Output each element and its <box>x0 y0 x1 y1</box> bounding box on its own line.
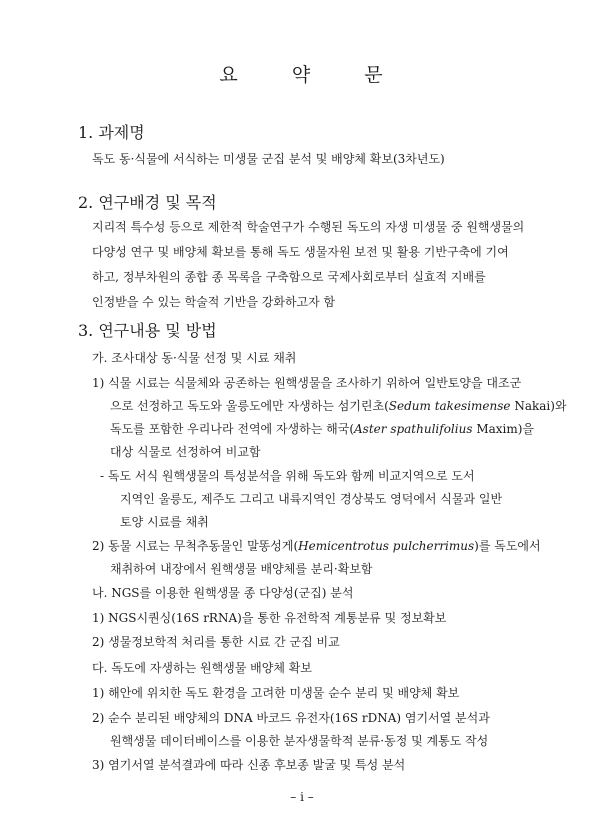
subsection-title: 나. NGS를 이용한 원핵생물 종 다양성(군집) 분석 <box>92 586 354 600</box>
paragraph-line: 하고, 정부차원의 종합 종 목록을 구축함으로 국제사회로부터 실효적 지배를 <box>92 270 486 284</box>
section-heading: 2. 연구배경 및 목적 <box>78 193 217 212</box>
sub-bullet: - 독도 서식 원핵생물의 특성분석을 위해 독도와 함께 비교지역으로 도서 <box>100 469 475 483</box>
paragraph-line: 지리적 특수성 등으로 제한적 학술연구가 수행된 독도의 자생 미생물 중 원핵생물의 <box>92 220 525 234</box>
list-item-cont: 원핵생물 데이터베이스를 이용한 분자생물학적 분류·동정 및 계통도 작성 <box>110 734 489 748</box>
list-item: 2) 생물정보학적 처리를 통한 시료 간 군집 비교 <box>92 635 340 649</box>
list-item: 3) 염기서열 분석결과에 따라 신종 후보종 발굴 및 특성 분석 <box>92 758 406 772</box>
paragraph-line: 다양성 연구 및 배양체 확보를 통해 독도 생물자원 보전 및 활용 기반구축에 기여 <box>92 245 509 259</box>
list-item: 1) 식물 시료는 식물체와 공존하는 원핵생물을 조사하기 위하여 일반토양을 대조군 <box>92 376 522 390</box>
page-title <box>0 60 604 87</box>
page-number: – i – <box>290 790 314 804</box>
list-item-cont: 독도를 포함한 우리나라 전역에 자생하는 해국(Aster spathulifolius Maxim)을 <box>110 422 535 436</box>
list-item-cont: 채취하여 내장에서 원핵생물 배양체를 분리·확보함 <box>110 562 373 576</box>
subsection-title: 가. 조사대상 동·식물 선정 및 시료 채취 <box>92 351 297 365</box>
title-char: 요 <box>219 64 240 86</box>
sub-bullet-cont: 지역인 울릉도, 제주도 그리고 내륙지역인 경상북도 영덕에서 식물과 일반 <box>120 492 503 506</box>
project-name: 독도 동·식물에 서식하는 미생물 군집 분석 및 배양체 확보(3차년도) <box>92 152 445 166</box>
section-heading: 1. 과제명 <box>78 123 145 142</box>
title-char: 약 <box>291 64 313 86</box>
list-item-cont: 대상 식물로 선정하여 비교함 <box>110 445 261 459</box>
list-item-cont: 으로 선정하고 독도와 울릉도에만 자생하는 섬기린초(Sedum takesimense Nakai)와 <box>110 399 567 413</box>
list-item: 1) NGS시퀀싱(16S rRNA)을 통한 유전학적 계통분류 및 정보확보 <box>92 611 447 625</box>
list-item: 1) 해안에 위치한 독도 환경을 고려한 미생물 순수 분리 및 배양체 확보 <box>92 686 460 700</box>
sub-bullet-cont: 토양 시료를 채취 <box>120 515 209 529</box>
title-char: 문 <box>364 64 385 86</box>
list-item: 2) 동물 시료는 무척추동물인 말똥성게(Hemicentrotus pulcherrimus)를 독도에서 <box>92 539 541 553</box>
section-heading: 3. 연구내용 및 방법 <box>78 321 217 340</box>
subsection-title: 다. 독도에 자생하는 원핵생물 배양체 확보 <box>92 661 312 675</box>
paragraph-line: 인정받을 수 있는 학술적 기반을 강화하고자 함 <box>92 295 336 309</box>
list-item: 2) 순수 분리된 배양체의 DNA 바코드 유전자(16S rDNA) 염기서열 분석과 <box>92 711 490 725</box>
